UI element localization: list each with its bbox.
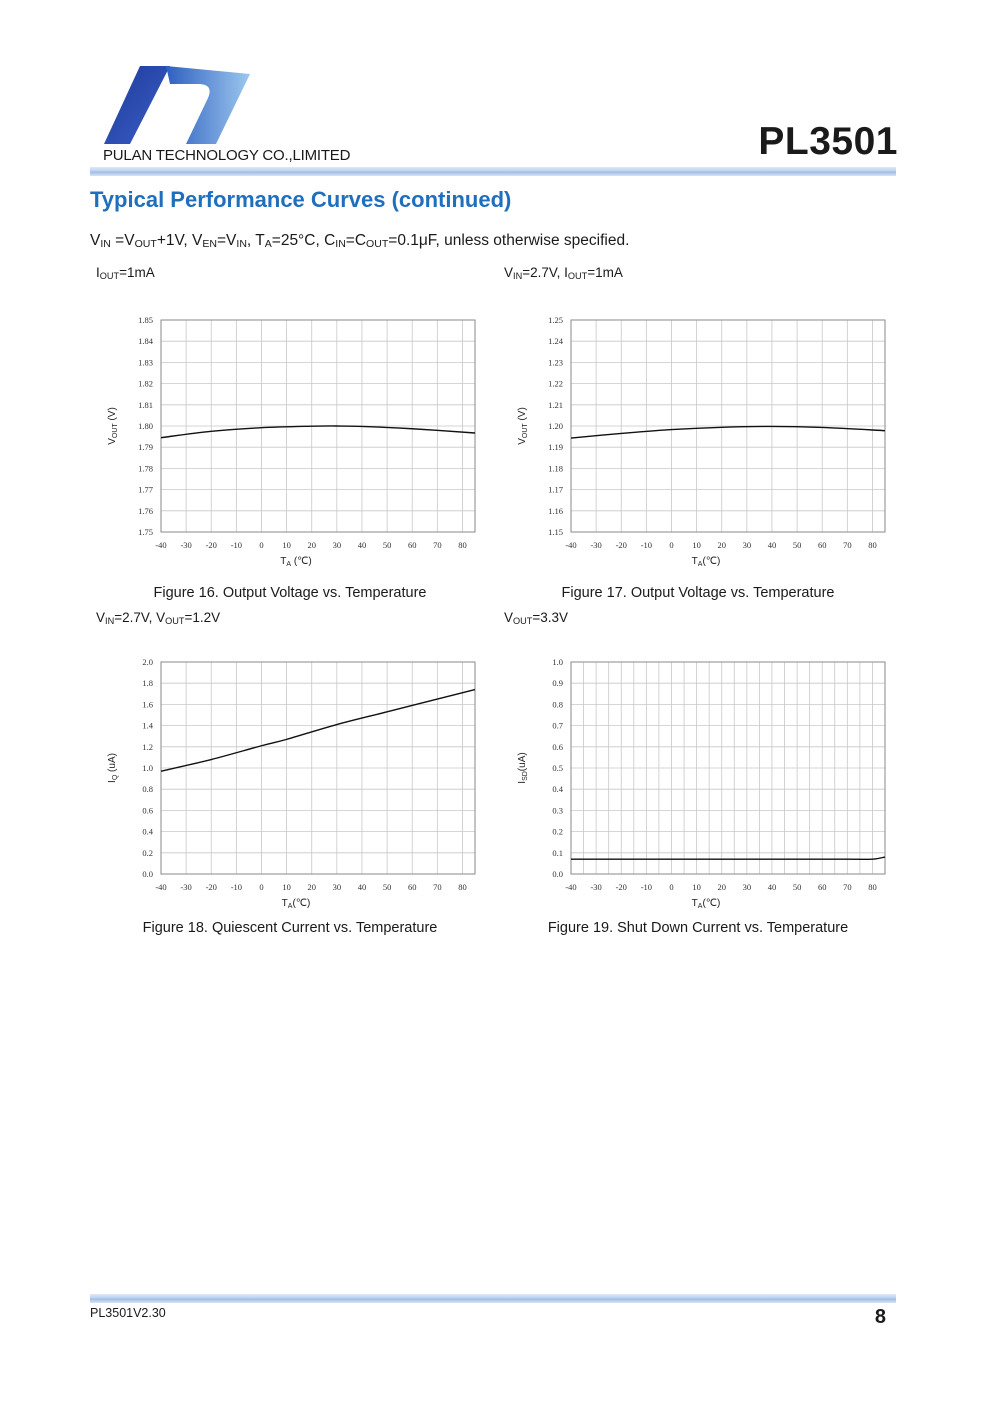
chart-quiescent-current (95, 652, 495, 917)
x-tick-label: -10 (230, 882, 243, 892)
chart-output-voltage-17 (505, 310, 905, 575)
chart-grid (571, 662, 885, 874)
y-tick-label: 0.4 (552, 784, 563, 795)
x-tick-label: 20 (307, 882, 316, 892)
x-tick-label: 50 (382, 540, 392, 550)
y-tick-label: 0.3 (552, 805, 563, 816)
x-tick-label: 30 (332, 540, 342, 550)
caption-figure-18: Figure 18. Quiescent Current vs. Temperature (142, 920, 438, 936)
y-tick-label: 1.85 (138, 315, 153, 325)
chart-grid (161, 662, 475, 874)
caption-figure-16: Figure 16. Output Voltage vs. Temperature (153, 585, 427, 601)
chart-19-condition: $V_{OUT}=3.3V$ (504, 610, 569, 626)
y-tick-label: 1.75 (138, 527, 153, 537)
chart-output-voltage-16 (95, 310, 495, 575)
x-tick-label: 80 (868, 540, 877, 550)
y-tick-label: 1.22 (548, 378, 563, 389)
y-tick-label: 1.15 (548, 527, 563, 537)
x-tick-label: -30 (180, 882, 192, 892)
y-tick-label: 1.79 (138, 442, 153, 453)
y-axis-label: $V_{OUT}$ (V) (517, 407, 529, 445)
x-tick-label: 50 (792, 540, 802, 550)
y-tick-label: 1.2 (142, 741, 153, 752)
company-name: PULAN TECHNOLOGY CO.,LIMITED (103, 147, 351, 164)
y-tick-label: 0.0 (552, 869, 563, 879)
caption-figure-17: Figure 17. Output Voltage vs. Temperature (561, 585, 835, 601)
y-tick-label: 0.0 (142, 869, 153, 879)
x-tick-label: 50 (792, 882, 802, 892)
y-tick-label: 1.0 (552, 657, 563, 667)
y-tick-label: 1.4 (142, 720, 153, 731)
y-tick-label: 0.9 (552, 678, 563, 689)
x-tick-label: 70 (433, 540, 442, 550)
y-tick-label: 1.76 (138, 505, 153, 516)
x-tick-label: -40 (155, 540, 167, 550)
x-axis-label: $T_A(℃)$ (281, 898, 311, 910)
x-tick-label: -10 (640, 540, 653, 550)
y-tick-label: 0.6 (552, 741, 563, 752)
x-tick-label: -30 (590, 882, 602, 892)
y-tick-label: 1.18 (548, 463, 563, 474)
x-tick-label: 10 (282, 882, 291, 892)
page-number: 8 (874, 1306, 886, 1328)
x-tick-label: 30 (332, 882, 342, 892)
caption-figure-19: Figure 19. Shut Down Current vs. Temperature (547, 920, 849, 936)
y-tick-label: 1.16 (548, 505, 563, 516)
header-divider-band (90, 167, 896, 176)
x-tick-label: 80 (458, 540, 467, 550)
x-tick-label: -20 (205, 882, 217, 892)
series-line (161, 426, 475, 438)
x-tick-label: 40 (357, 882, 367, 892)
y-tick-label: 0.7 (552, 720, 563, 731)
y-tick-label: 0.6 (142, 805, 153, 816)
x-tick-label: 10 (692, 540, 701, 550)
y-tick-label: 1.21 (548, 399, 563, 410)
x-axis-label: $T_A$ (℃) (280, 556, 312, 568)
x-tick-label: 30 (742, 540, 752, 550)
y-tick-label: 1.6 (142, 699, 153, 710)
y-tick-label: 1.25 (548, 315, 563, 325)
x-tick-label: 20 (717, 882, 726, 892)
y-tick-label: 1.19 (548, 442, 563, 453)
series-line (571, 426, 885, 438)
chart-16-condition: $I_{OUT}=1mA$ (96, 265, 155, 281)
x-tick-label: 0 (259, 882, 264, 892)
y-tick-label: 0.5 (552, 763, 563, 773)
footer-version: PL3501V2.30 (90, 1306, 166, 1320)
x-tick-label: 30 (742, 882, 752, 892)
section-title: Typical Performance Curves (continued) (90, 187, 512, 212)
global-conditions: $V_{IN} =V_{OUT}+1V$, $V_{EN}=V_{IN}$, $T_A=25^\circ C$, $C_{IN}=C_{OUT}=0.1\mu F$, unless otherwise specified. (90, 232, 630, 251)
y-axis-label: $V_{OUT}$ (V) (107, 407, 119, 445)
chart-grid (571, 320, 885, 532)
x-tick-label: -20 (205, 540, 217, 550)
chart-shutdown-current (505, 652, 905, 917)
x-tick-label: 0 (259, 540, 264, 550)
x-tick-label: -40 (155, 882, 167, 892)
x-tick-label: -10 (230, 540, 243, 550)
y-tick-label: 0.2 (142, 847, 153, 858)
x-tick-label: 40 (767, 540, 777, 550)
x-tick-label: -20 (615, 882, 627, 892)
y-tick-label: 1.0 (142, 763, 153, 773)
x-tick-label: 0 (669, 882, 674, 892)
y-tick-label: 0.1 (552, 847, 563, 858)
y-tick-label: 0.2 (552, 826, 563, 837)
y-tick-label: 1.83 (138, 357, 153, 368)
x-tick-label: -20 (615, 540, 627, 550)
x-tick-label: 20 (307, 540, 316, 550)
y-tick-label: 1.78 (138, 463, 153, 474)
x-tick-label: 70 (843, 882, 852, 892)
y-tick-label: 1.81 (138, 399, 153, 410)
x-tick-label: 70 (433, 882, 442, 892)
y-tick-label: 1.20 (548, 421, 563, 431)
company-logo (104, 64, 250, 146)
x-tick-label: 70 (843, 540, 852, 550)
x-tick-label: 60 (407, 882, 417, 892)
chart-17-condition: $V_{IN}=2.7V$, $I_{OUT}=1mA$ (504, 265, 623, 281)
x-tick-label: 80 (458, 882, 467, 892)
x-tick-label: 10 (692, 882, 701, 892)
x-tick-label: 60 (817, 540, 827, 550)
x-tick-label: 20 (717, 540, 726, 550)
series-line (571, 857, 885, 859)
x-tick-label: 40 (767, 882, 777, 892)
x-axis-label: $T_A(℃)$ (691, 556, 721, 568)
y-tick-label: 1.17 (548, 484, 563, 495)
x-tick-label: -40 (565, 882, 577, 892)
y-tick-label: 1.8 (142, 678, 153, 689)
y-axis-label: $I_Q$ (uA) (107, 753, 119, 783)
x-tick-label: 50 (382, 882, 392, 892)
x-tick-label: 10 (282, 540, 291, 550)
y-tick-label: 0.8 (552, 699, 563, 710)
x-axis-label: $T_A(℃)$ (691, 898, 721, 910)
y-tick-label: 0.8 (142, 784, 153, 795)
x-tick-label: -30 (180, 540, 192, 550)
y-tick-label: 1.80 (138, 421, 153, 431)
footer-divider-band (90, 1294, 896, 1303)
x-tick-label: -30 (590, 540, 602, 550)
x-tick-label: 0 (669, 540, 674, 550)
y-tick-label: 0.4 (142, 826, 153, 837)
series-line (161, 690, 475, 772)
y-tick-label: 1.24 (548, 336, 563, 347)
x-tick-label: -10 (640, 882, 653, 892)
x-tick-label: 40 (357, 540, 367, 550)
y-tick-label: 1.82 (138, 378, 153, 389)
x-tick-label: -40 (565, 540, 577, 550)
part-number: PL3501 (758, 120, 898, 163)
chart-18-condition: $V_{IN}=2.7V$, $V_{OUT}=1.2V$ (96, 610, 221, 626)
y-tick-label: 1.77 (138, 484, 153, 495)
x-tick-label: 80 (868, 882, 877, 892)
x-tick-label: 60 (817, 882, 827, 892)
y-tick-label: 2.0 (142, 657, 153, 667)
y-tick-label: 1.84 (138, 336, 153, 347)
x-tick-label: 60 (407, 540, 417, 550)
y-axis-label: $I_{SD}(uA)$ (517, 752, 529, 784)
y-tick-label: 1.23 (548, 357, 563, 368)
